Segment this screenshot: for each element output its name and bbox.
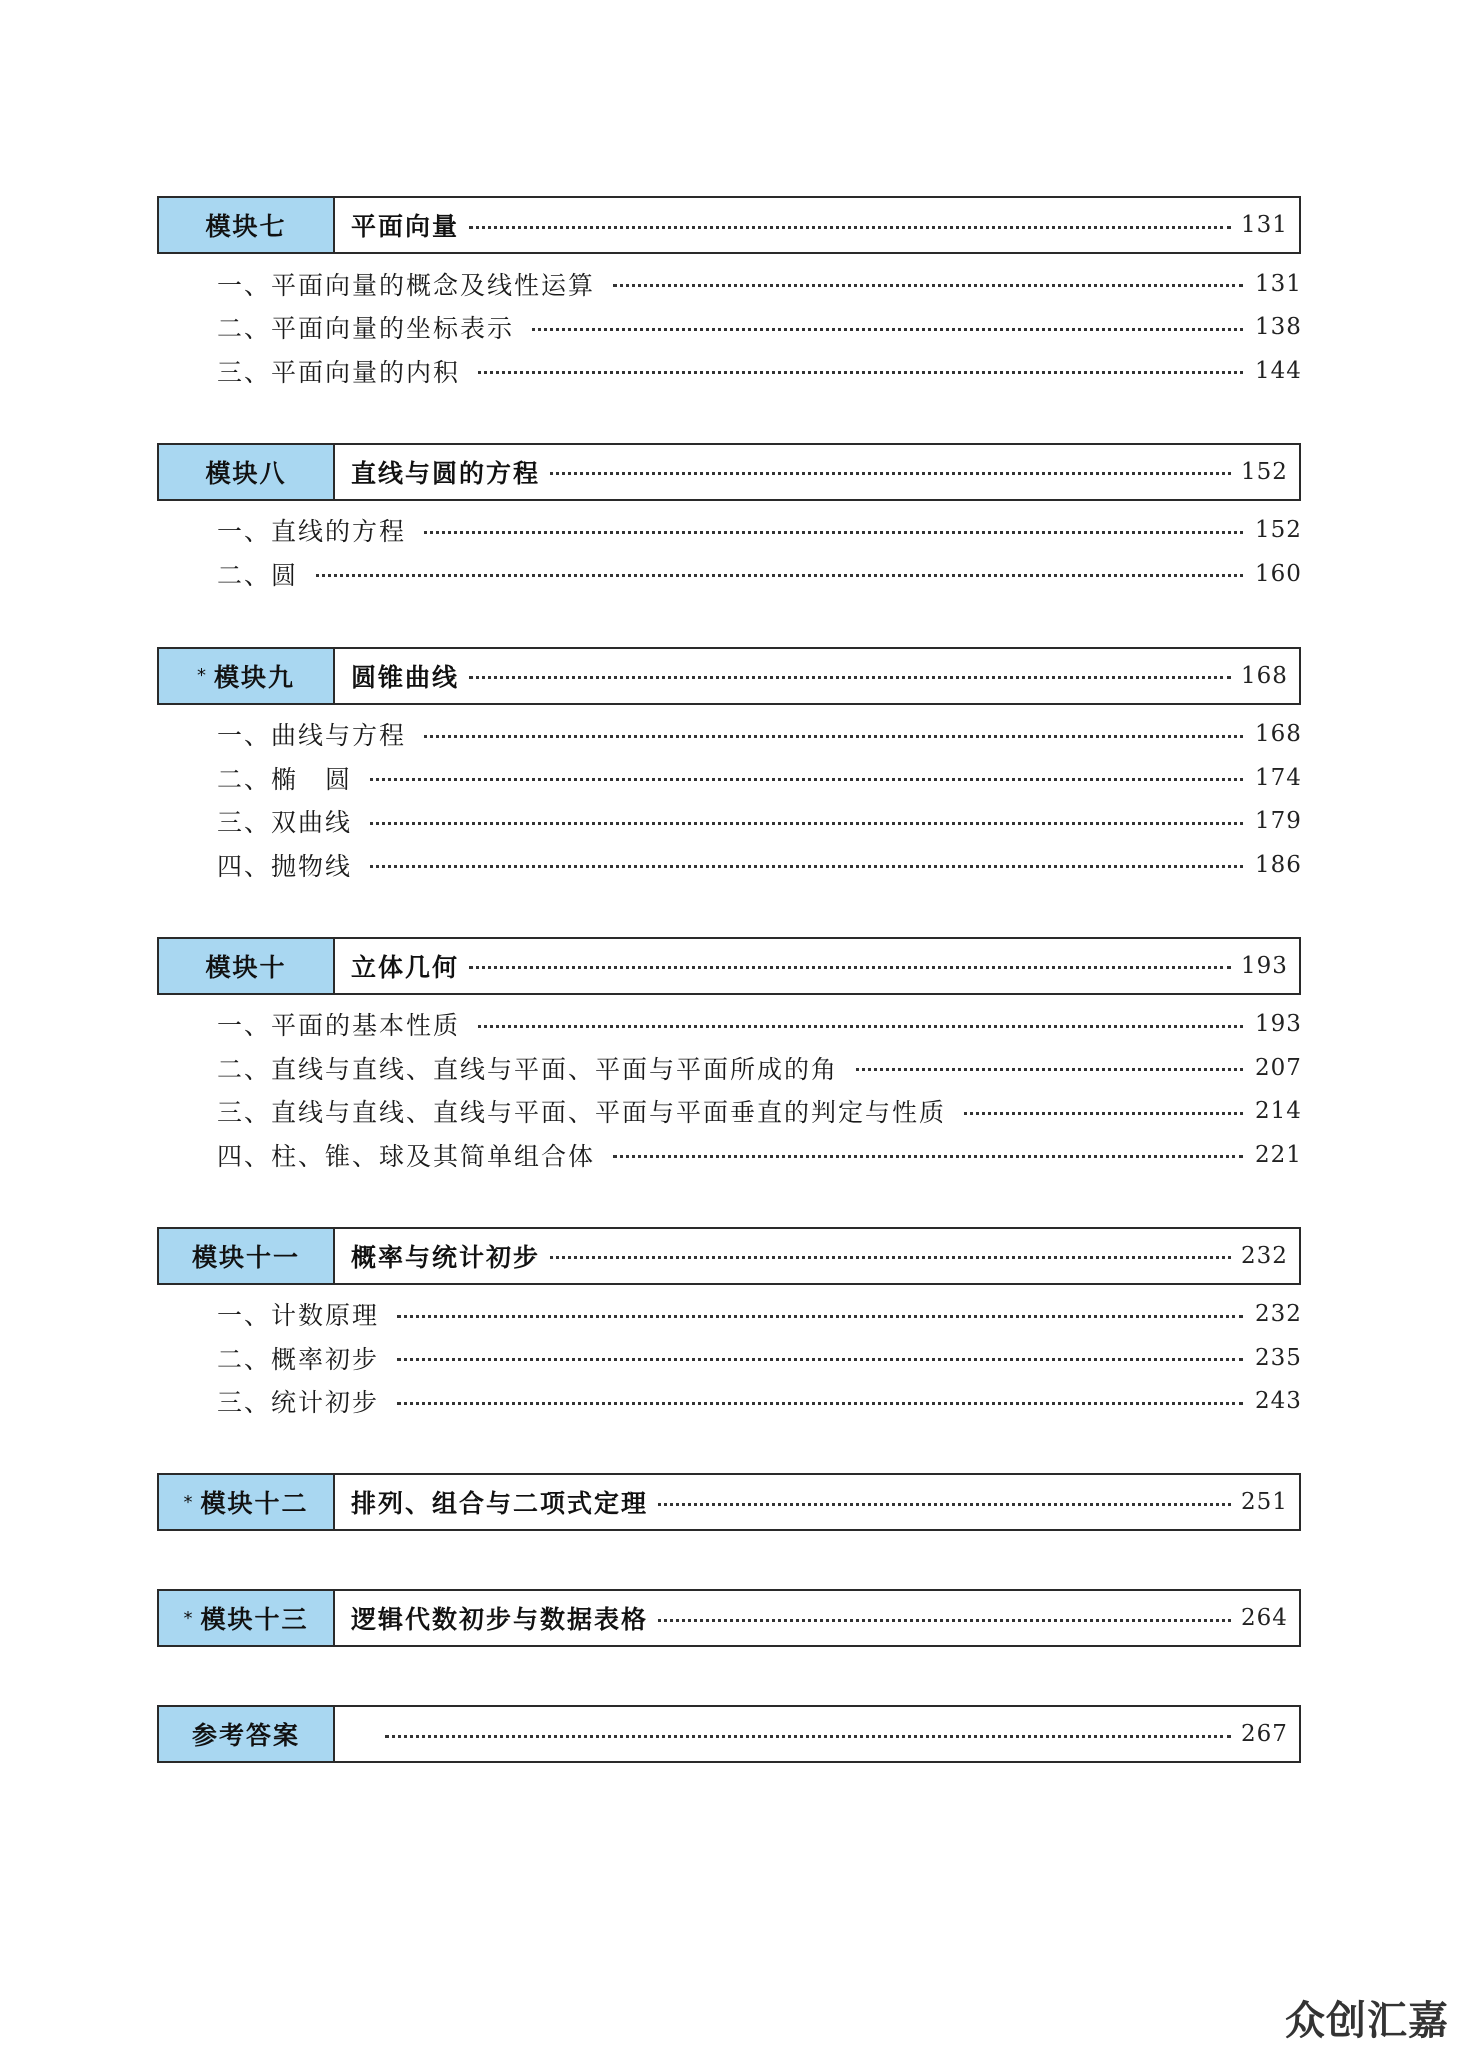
section-title: 三、平面向量的内积: [217, 357, 461, 387]
dot-leader: [370, 865, 1243, 868]
module-page-number: 152: [1241, 458, 1288, 485]
module-header[interactable]: [157, 1705, 1301, 1763]
section-title: 三、统计初步: [217, 1388, 380, 1418]
module-header[interactable]: [157, 937, 1301, 995]
module-title: 排列、组合与二项式定理: [351, 1489, 649, 1518]
dot-leader: [478, 371, 1243, 374]
module-9: [157, 647, 1301, 887]
module-header[interactable]: [157, 1227, 1301, 1285]
dot-leader: [424, 531, 1243, 534]
module-label-text: 模块七: [205, 212, 287, 241]
section-page-number: 168: [1255, 721, 1302, 748]
section-page-number: 186: [1255, 851, 1302, 878]
module-label-text: 模块八: [205, 458, 287, 488]
module-title-row: [335, 198, 1299, 252]
section-title: 一、平面的基本性质: [217, 1011, 461, 1041]
module-title-row: [335, 939, 1299, 993]
section-page-number: 214: [1255, 1098, 1302, 1125]
module-13: [157, 1589, 1301, 1647]
section-list: [157, 995, 1301, 1177]
module-page-number: 131: [1241, 212, 1288, 238]
dot-leader: [550, 1256, 1231, 1259]
dot-leader: [424, 735, 1243, 738]
module-label-text: 模块九: [213, 662, 295, 692]
dot-leader: [370, 778, 1243, 781]
section-page-number: 138: [1255, 314, 1302, 341]
section-title: 一、直线的方程: [217, 517, 407, 547]
section-page-number: 232: [1255, 1301, 1302, 1328]
section-title: 三、双曲线: [217, 808, 353, 838]
module-title: 直线与圆的方程: [351, 458, 541, 488]
section-row[interactable]: [217, 1133, 1301, 1177]
dot-leader: [469, 966, 1231, 969]
section-page-number: 207: [1255, 1054, 1302, 1081]
module-page-number: 251: [1241, 1489, 1288, 1515]
dot-leader: [397, 1358, 1243, 1361]
section-row[interactable]: [217, 349, 1301, 393]
module-10: [157, 937, 1301, 1177]
optional-star: *: [183, 1607, 195, 1629]
section-row[interactable]: [217, 1380, 1301, 1424]
section-title: 三、直线与直线、直线与平面、平面与平面垂直的判定与性质: [217, 1098, 947, 1128]
module-label: [159, 1591, 335, 1645]
section-row[interactable]: [217, 306, 1301, 350]
section-row[interactable]: [217, 262, 1301, 306]
section-title: 一、曲线与方程: [217, 721, 407, 751]
module-label-text: 模块十一: [191, 1242, 300, 1272]
module-title: 平面向量: [351, 212, 460, 241]
section-page-number: 221: [1255, 1141, 1302, 1168]
section-row[interactable]: [217, 552, 1301, 596]
section-row[interactable]: [217, 1003, 1301, 1047]
section-row[interactable]: [217, 509, 1301, 553]
dot-leader: [856, 1068, 1243, 1071]
dot-leader: [385, 1735, 1231, 1738]
table-of-contents: [157, 196, 1301, 1763]
section-row[interactable]: [217, 713, 1301, 757]
section-title: 一、平面向量的概念及线性运算: [217, 270, 596, 300]
dot-leader: [658, 1503, 1231, 1506]
watermark-logo: 众创汇嘉: [1285, 1998, 1449, 2044]
section-title: 二、直线与直线、直线与平面、平面与平面所成的角: [217, 1054, 839, 1084]
section-page-number: 179: [1255, 808, 1302, 835]
section-title: 二、概率初步: [217, 1344, 380, 1374]
section-title: 二、圆: [217, 560, 299, 590]
section-page-number: 174: [1255, 764, 1302, 791]
section-title: 四、柱、锥、球及其简单组合体: [217, 1141, 596, 1171]
module-header[interactable]: [157, 1473, 1301, 1531]
module-header[interactable]: [157, 647, 1301, 705]
dot-leader: [397, 1402, 1243, 1405]
dot-leader: [613, 284, 1243, 287]
answers-entry: [157, 1705, 1301, 1763]
dot-leader: [532, 328, 1243, 331]
section-page-number: 144: [1255, 357, 1302, 384]
dot-leader: [469, 676, 1231, 679]
module-page-number: 232: [1241, 1242, 1288, 1269]
section-title: 二、平面向量的坐标表示: [217, 314, 515, 344]
section-page-number: 235: [1255, 1344, 1302, 1371]
section-row[interactable]: [217, 1336, 1301, 1380]
dot-leader: [658, 1619, 1231, 1622]
module-page-number: 168: [1241, 662, 1288, 689]
section-list: [157, 1285, 1301, 1424]
section-page-number: 131: [1255, 270, 1302, 297]
module-label: [159, 1475, 335, 1529]
section-row[interactable]: [217, 1046, 1301, 1090]
dot-leader: [316, 574, 1243, 577]
module-11: [157, 1227, 1301, 1424]
section-row[interactable]: [217, 1090, 1301, 1134]
module-label: [159, 939, 335, 993]
module-title-row: [335, 1707, 1299, 1761]
dot-leader: [469, 226, 1231, 229]
module-title-row: [335, 1591, 1299, 1645]
optional-star: *: [183, 1491, 195, 1513]
module-title: 概率与统计初步: [351, 1242, 541, 1272]
module-header[interactable]: [157, 196, 1301, 254]
module-page-number: 267: [1241, 1721, 1288, 1747]
dot-leader: [964, 1112, 1243, 1115]
module-label: [159, 445, 335, 499]
module-title-row: [335, 1475, 1299, 1529]
dot-leader: [550, 472, 1231, 475]
module-label: [159, 649, 335, 703]
module-title: 圆锥曲线: [351, 662, 460, 692]
section-page-number: 160: [1255, 560, 1302, 587]
module-header[interactable]: [157, 443, 1301, 501]
section-page-number: 152: [1255, 517, 1302, 544]
module-page-number: 264: [1241, 1605, 1288, 1631]
section-list: [157, 705, 1301, 887]
section-list: [157, 501, 1301, 596]
module-label-text: 模块十二: [200, 1489, 309, 1518]
section-row[interactable]: [217, 756, 1301, 800]
section-title: 一、计数原理: [217, 1301, 380, 1331]
module-12: [157, 1473, 1301, 1531]
section-title: 二、椭 圆: [217, 764, 353, 794]
section-list: [157, 254, 1301, 393]
module-title-row: [335, 649, 1299, 703]
optional-star: *: [196, 665, 208, 686]
module-label-text: 模块十三: [200, 1605, 309, 1634]
module-title: 逻辑代数初步与数据表格: [351, 1605, 649, 1634]
module-label: [159, 1229, 335, 1283]
module-label-text: 参考答案: [191, 1721, 300, 1750]
section-row[interactable]: [217, 843, 1301, 887]
module-title-row: [335, 1229, 1299, 1283]
module-header[interactable]: [157, 1589, 1301, 1647]
module-title-row: [335, 445, 1299, 499]
section-page-number: 243: [1255, 1388, 1302, 1415]
section-row[interactable]: [217, 1293, 1301, 1337]
section-title: 四、抛物线: [217, 851, 353, 881]
dot-leader: [613, 1155, 1243, 1158]
module-label: [159, 198, 335, 252]
module-label-text: 模块十: [205, 952, 287, 982]
dot-leader: [478, 1025, 1243, 1028]
section-row[interactable]: [217, 800, 1301, 844]
section-page-number: 193: [1255, 1011, 1302, 1038]
dot-leader: [370, 822, 1243, 825]
module-7: [157, 196, 1301, 393]
module-label: [159, 1707, 335, 1761]
module-page-number: 193: [1241, 952, 1288, 979]
module-title: 立体几何: [351, 952, 460, 982]
module-8: [157, 443, 1301, 596]
dot-leader: [397, 1315, 1243, 1318]
